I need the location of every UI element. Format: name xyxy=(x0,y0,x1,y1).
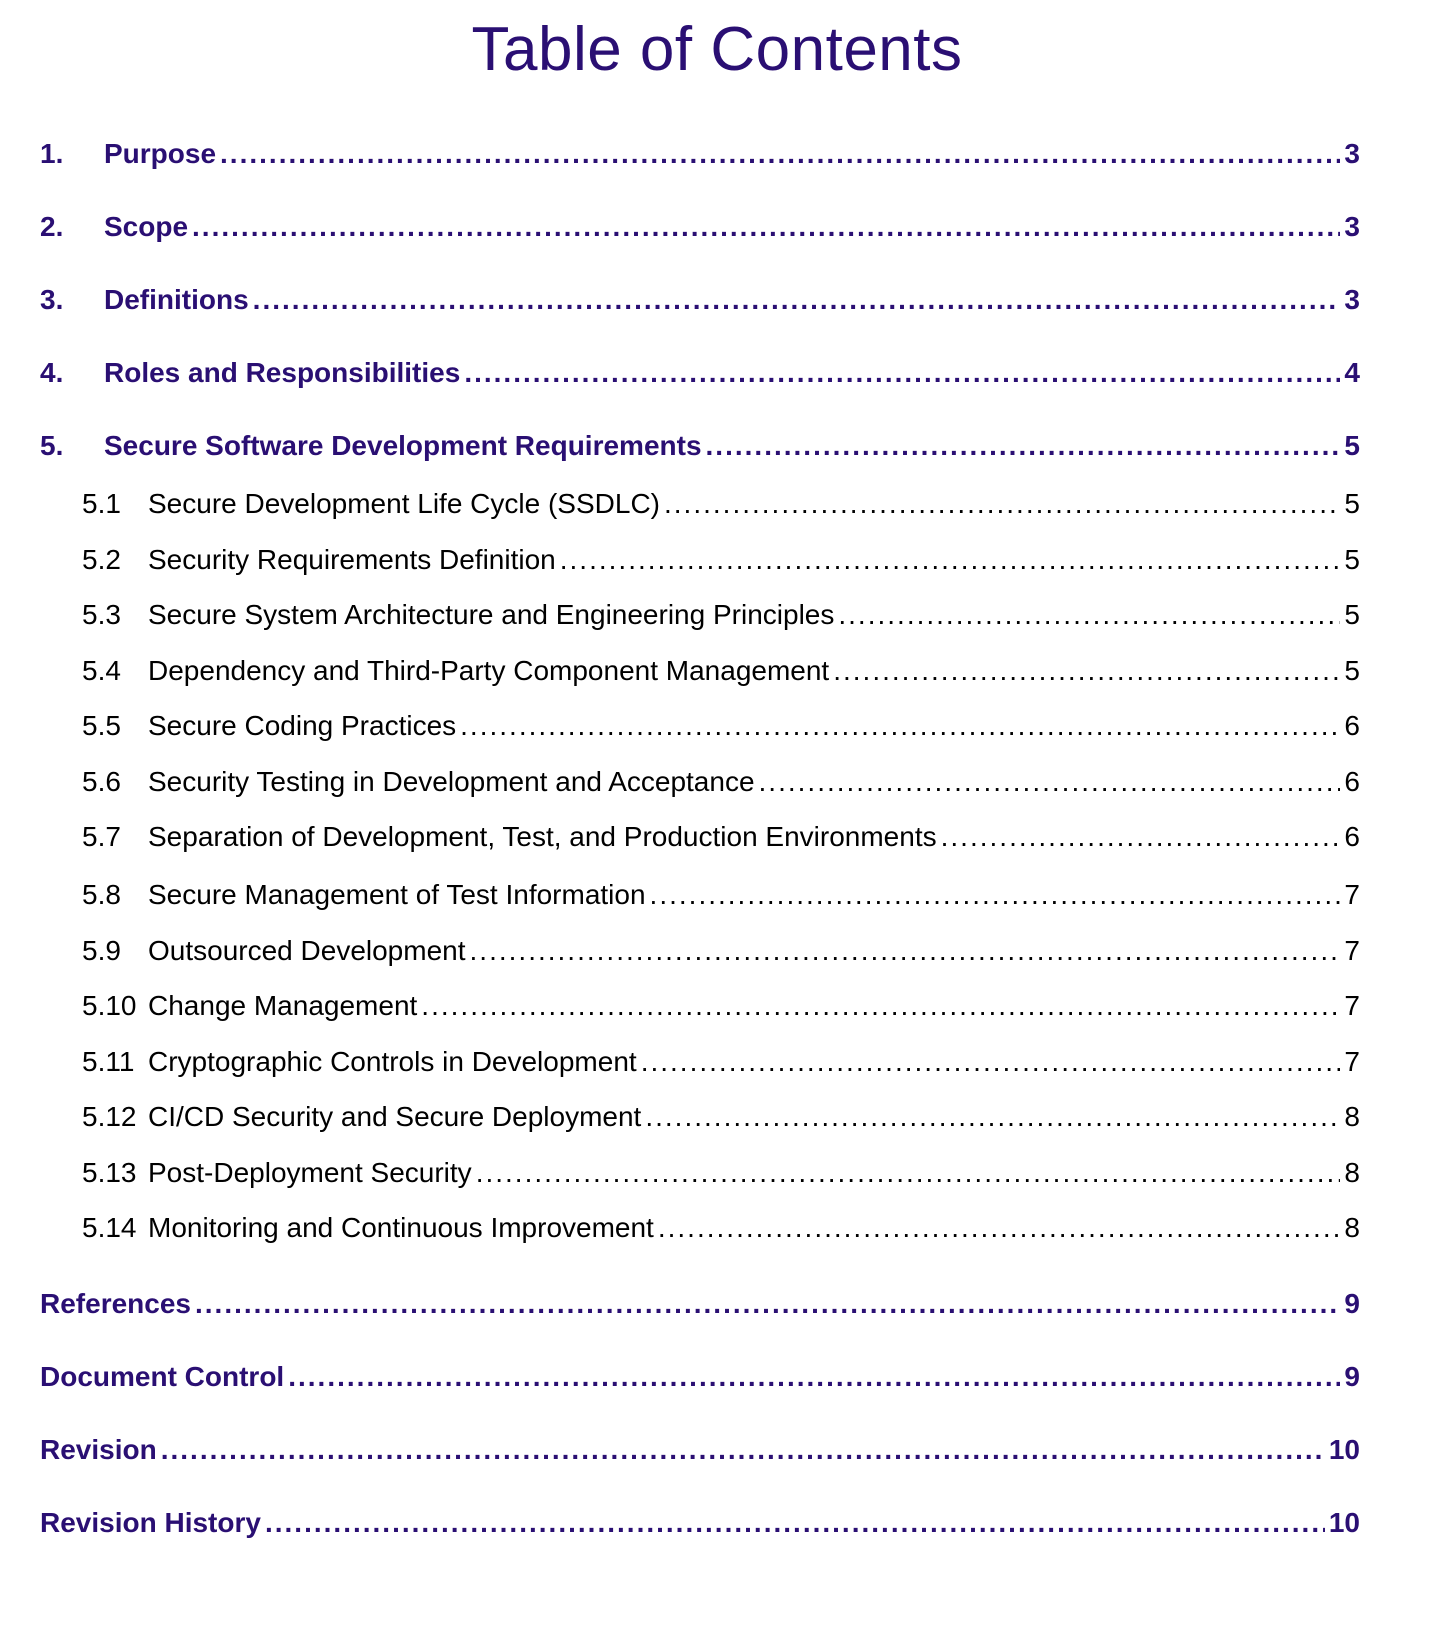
toc-subentry-5-3[interactable] xyxy=(82,599,1360,631)
toc-entry-purpose[interactable] xyxy=(40,138,1360,170)
toc-entry-document-control[interactable] xyxy=(40,1361,1360,1393)
toc-leader-dots xyxy=(161,1434,1325,1466)
toc-entry-title: Cryptographic Controls in Development xyxy=(148,1046,637,1077)
toc-entry-references[interactable] xyxy=(40,1288,1360,1320)
toc-entry-number: 5.10 xyxy=(82,990,137,1021)
toc-subentry-5-1[interactable] xyxy=(82,488,1360,520)
toc-entry-title: Separation of Development, Test, and Production Environments xyxy=(148,821,937,852)
toc-leader-dots xyxy=(838,599,1340,631)
toc-entry-number: 5.2 xyxy=(82,544,121,575)
toc-leader-dots xyxy=(560,544,1341,576)
toc-entry-page: 3 xyxy=(1344,284,1360,315)
toc-subentry-5-8[interactable] xyxy=(82,879,1360,911)
toc-entry-title: Secure Development Life Cycle (SSDLC) xyxy=(148,488,660,519)
toc-entry-page: 8 xyxy=(1344,1212,1360,1243)
toc-entry-page: 6 xyxy=(1344,766,1360,797)
toc-leader-dots xyxy=(658,1212,1341,1244)
toc-entry-page: 7 xyxy=(1344,935,1360,966)
toc-subentry-5-4[interactable] xyxy=(82,655,1360,687)
toc-entry-title: Dependency and Third-Party Component Management xyxy=(148,655,830,686)
toc-leader-dots xyxy=(759,766,1341,798)
toc-entry-revision-history[interactable] xyxy=(40,1507,1360,1539)
toc-leader-dots xyxy=(195,1288,1340,1320)
toc-entry-revision[interactable] xyxy=(40,1434,1360,1466)
toc-entry-page: 8 xyxy=(1344,1101,1360,1132)
toc-entry-number: 1. xyxy=(40,138,64,169)
toc-subentry-5-5[interactable] xyxy=(82,710,1360,742)
toc-entry-page: 5 xyxy=(1344,544,1360,575)
toc-entry-title: Scope xyxy=(104,211,189,242)
toc-entry-title: Secure Software Development Requirements xyxy=(104,430,702,461)
toc-entry-title: Security Requirements Definition xyxy=(148,544,556,575)
toc-entry-number: 5. xyxy=(40,430,64,461)
toc-entry-title: References xyxy=(40,1288,191,1319)
toc-leader-dots xyxy=(220,138,1340,170)
toc-entry-title: Secure Coding Practices xyxy=(148,710,457,741)
toc-leader-dots xyxy=(192,211,1340,243)
toc-leader-dots xyxy=(641,1046,1341,1078)
toc-entry-title: Purpose xyxy=(104,138,217,169)
toc-entry-title: Post-Deployment Security xyxy=(148,1157,472,1188)
toc-entry-number: 5.13 xyxy=(82,1157,137,1188)
toc-subentry-5-12[interactable] xyxy=(82,1101,1360,1133)
toc-leader-dots xyxy=(460,710,1340,742)
toc-entry-title: Security Testing in Development and Acceptance xyxy=(148,766,755,797)
toc-entry-page: 10 xyxy=(1328,1507,1360,1538)
toc-entry-title: Roles and Responsibilities xyxy=(104,357,461,388)
toc-leader-dots xyxy=(664,488,1340,520)
toc-subentry-5-14[interactable] xyxy=(82,1212,1360,1244)
toc-entry-number: 5.1 xyxy=(82,488,121,519)
toc-entry-page: 7 xyxy=(1344,879,1360,910)
toc-entry-page: 5 xyxy=(1344,599,1360,630)
toc-entry-title: Monitoring and Continuous Improvement xyxy=(148,1212,654,1243)
toc-leader-dots xyxy=(706,430,1341,462)
toc-entry-title: CI/CD Security and Secure Deployment xyxy=(148,1101,642,1132)
toc-entry-definitions[interactable] xyxy=(40,284,1360,316)
toc-entry-title: Document Control xyxy=(40,1361,285,1392)
toc-entry-page: 7 xyxy=(1344,1046,1360,1077)
toc-entry-page: 5 xyxy=(1344,430,1360,461)
toc-subentry-5-6[interactable] xyxy=(82,766,1360,798)
toc-entry-page: 6 xyxy=(1344,821,1360,852)
toc-entry-number: 5.12 xyxy=(82,1101,137,1132)
toc-leader-dots xyxy=(833,655,1340,687)
toc-entry-number: 5.8 xyxy=(82,879,121,910)
toc-entry-title: Revision xyxy=(40,1434,157,1465)
toc-leader-dots xyxy=(476,1157,1341,1189)
toc-entry-number: 5.11 xyxy=(82,1046,135,1077)
toc-entry-title: Secure Management of Test Information xyxy=(148,879,646,910)
toc-subentry-5-11[interactable] xyxy=(82,1046,1360,1078)
toc-entry-page: 3 xyxy=(1344,138,1360,169)
toc-entry-page: 8 xyxy=(1344,1157,1360,1188)
toc-entry-number: 2. xyxy=(40,211,64,242)
toc-leader-dots xyxy=(253,284,1341,316)
toc-leader-dots xyxy=(288,1361,1340,1393)
toc-entry-number: 5.9 xyxy=(82,935,121,966)
toc-entry-number: 5.7 xyxy=(82,821,121,852)
toc-entry-page: 5 xyxy=(1344,488,1360,519)
toc-entry-page: 10 xyxy=(1328,1434,1360,1465)
toc-entry-number: 5.4 xyxy=(82,655,121,686)
toc-subentry-5-9[interactable] xyxy=(82,935,1360,967)
toc-entry-title: Change Management xyxy=(148,990,418,1021)
toc-entry-page: 7 xyxy=(1344,990,1360,1021)
toc-entry-roles[interactable] xyxy=(40,357,1360,389)
page-title: Table of Contents xyxy=(471,15,963,84)
toc-subentry-5-13[interactable] xyxy=(82,1157,1360,1189)
toc-leader-dots xyxy=(941,821,1341,853)
toc-entry-page: 3 xyxy=(1344,211,1360,242)
toc-subentry-5-7[interactable] xyxy=(82,821,1360,853)
toc-leader-dots xyxy=(265,1507,1325,1539)
toc-entry-page: 9 xyxy=(1344,1288,1360,1319)
toc-subentry-5-10[interactable] xyxy=(82,990,1360,1022)
toc-subentry-5-2[interactable] xyxy=(82,544,1360,576)
toc-entry-scope[interactable] xyxy=(40,211,1360,243)
toc-entry-page: 6 xyxy=(1344,710,1360,741)
toc-entry-number: 4. xyxy=(40,357,64,388)
toc-leader-dots xyxy=(464,357,1340,389)
toc-entry-number: 3. xyxy=(40,284,64,315)
toc-entry-page: 5 xyxy=(1344,655,1360,686)
toc-entry-page: 9 xyxy=(1344,1361,1360,1392)
toc-entry-number: 5.6 xyxy=(82,766,121,797)
toc-entry-title: Secure System Architecture and Engineering Principles xyxy=(148,599,835,630)
toc-entry-number: 5.3 xyxy=(82,599,121,630)
toc-leader-dots xyxy=(650,879,1341,911)
toc-leader-dots xyxy=(421,990,1340,1022)
toc-leader-dots xyxy=(470,935,1341,967)
toc-entry-requirements[interactable] xyxy=(40,430,1360,462)
toc-entry-number: 5.5 xyxy=(82,710,121,741)
toc-entry-page: 4 xyxy=(1344,357,1360,388)
toc-entry-number: 5.14 xyxy=(82,1212,137,1243)
toc-leader-dots xyxy=(645,1101,1340,1133)
toc-entry-title: Outsourced Development xyxy=(148,935,466,966)
toc-entry-title: Definitions xyxy=(104,284,249,315)
toc-entry-title: Revision History xyxy=(40,1507,261,1538)
